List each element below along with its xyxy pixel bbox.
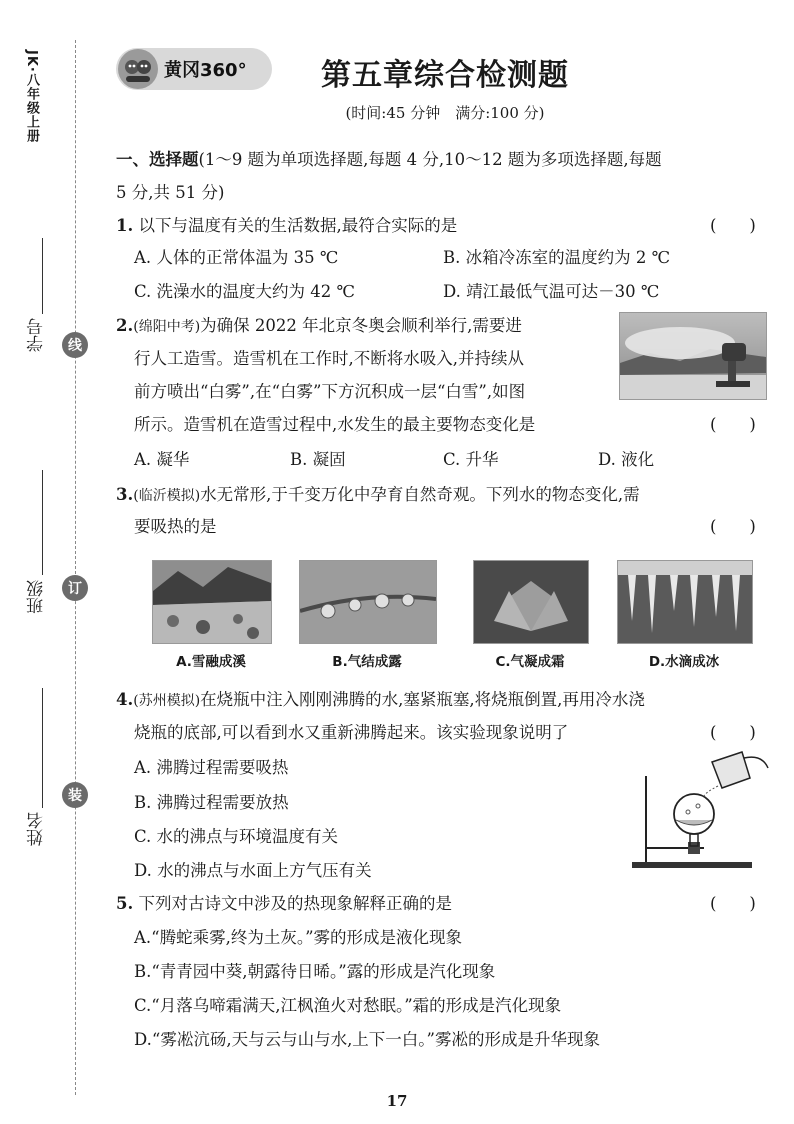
- caption-a[interactable]: A.雪融成溪: [176, 654, 246, 670]
- question-4-number: 4.: [116, 690, 134, 709]
- q4-option-a[interactable]: A. 沸腾过程需要吸热: [134, 758, 289, 777]
- answer-blank-5[interactable]: ( ): [710, 894, 756, 913]
- exam-info: (时间:45 分钟 满分:100 分): [345, 104, 545, 122]
- photo-frost: [473, 560, 589, 644]
- q4-option-d[interactable]: D. 水的沸点与水面上方气压有关: [134, 861, 372, 880]
- page-number: 17: [386, 1092, 408, 1110]
- q4-option-c[interactable]: C. 水的沸点与环境温度有关: [134, 827, 339, 846]
- question-4-text-1: 在烧瓶中注入刚刚沸腾的水,塞紧瓶塞,将烧瓶倒置,再用冷水浇: [200, 690, 645, 709]
- photo-icicles: [617, 560, 753, 644]
- brand-logo-icon: [118, 49, 158, 89]
- question-3-line1: [116, 481, 640, 505]
- section-heading: [116, 146, 662, 170]
- section-label: 一、选择题: [116, 150, 199, 169]
- student-number-blank[interactable]: [42, 238, 43, 314]
- student-number-label: 学号: [27, 318, 47, 352]
- answer-blank-3[interactable]: ( ): [710, 517, 756, 536]
- question-2-text-1: 为确保 2022 年北京冬奥会顺利举行,需要进: [200, 316, 522, 335]
- answer-blank-2[interactable]: ( ): [710, 415, 756, 434]
- question-2-number: 2.: [116, 316, 134, 335]
- q5-option-a[interactable]: A.“腾蛇乘雾,终为土灰。”雾的形成是液化现象: [134, 928, 463, 947]
- question-1-stem: [116, 212, 457, 236]
- answer-blank-1[interactable]: ( ): [710, 216, 756, 235]
- cut-mark-bind: 装: [62, 782, 88, 808]
- question-2-source: (绵阳中考): [133, 319, 201, 335]
- question-5-stem: [116, 890, 452, 914]
- name-blank[interactable]: [42, 688, 43, 808]
- photo-snow-melting: [152, 560, 272, 644]
- section-desc-line1: (1～9 题为单项选择题,每题 4 分,10～12 题为多项选择题,每题: [198, 150, 662, 169]
- question-3-number: 3.: [116, 485, 134, 504]
- question-5-number: 5.: [116, 894, 134, 913]
- flask-apparatus-diagram: [626, 748, 772, 873]
- q4-option-b[interactable]: B. 沸腾过程需要放热: [134, 793, 289, 812]
- section-desc-line2: 5 分,共 51 分): [116, 183, 225, 202]
- q1-option-b[interactable]: B. 冰箱冷冻室的温度约为 2 ℃: [443, 248, 671, 267]
- question-1-text: 以下与温度有关的生活数据,最符合实际的是: [138, 216, 458, 235]
- caption-d[interactable]: D.水滴成冰: [648, 654, 720, 670]
- q5-option-c[interactable]: C.“月落乌啼霜满天,江枫渔火对愁眠。”霜的形成是汽化现象: [134, 996, 562, 1015]
- q1-option-c[interactable]: C. 洗澡水的温度大约为 42 ℃: [134, 282, 355, 301]
- brand-name: 黄冈360°: [164, 60, 247, 81]
- snow-machine-photo: [619, 312, 767, 400]
- q2-option-b[interactable]: B. 凝固: [290, 450, 346, 469]
- question-4-source: (苏州模拟): [133, 693, 201, 709]
- q2-option-d[interactable]: D. 液化: [598, 450, 655, 469]
- cut-mark-staple: 订: [62, 575, 88, 601]
- q5-option-b[interactable]: B.“青青园中葵,朝露待日晞。”露的形成是汽化现象: [134, 962, 496, 981]
- q2-option-c[interactable]: C. 升华: [443, 450, 499, 469]
- q1-option-a[interactable]: A. 人体的正常体温为 35 ℃: [134, 248, 339, 267]
- question-2-line2: 行人工造雪。造雪机在工作时,不断将水吸入,并持续从: [134, 349, 524, 368]
- q1-option-d[interactable]: D. 靖江最低气温可达－30 ℃: [443, 282, 660, 301]
- question-4-line2: 烧瓶的底部,可以看到水又重新沸腾起来。该实验现象说明了: [134, 723, 569, 742]
- question-2-line3: 前方喷出“白雾”,在“白雾”下方沉积成一层“白雪”,如图: [134, 382, 526, 401]
- q5-option-d[interactable]: D.“雾凇沆砀,天与云与山与水,上下一白。”雾凇的形成是升华现象: [134, 1030, 600, 1049]
- question-3-line2: 要吸热的是: [134, 517, 217, 536]
- series-label: JK·八年级上册: [24, 50, 39, 143]
- caption-c[interactable]: C.气凝成霜: [495, 654, 565, 670]
- question-2-line1: [116, 312, 522, 336]
- class-label: 班级: [27, 580, 47, 614]
- question-4-line1: [116, 686, 645, 710]
- answer-blank-4[interactable]: ( ): [710, 723, 756, 742]
- caption-b[interactable]: B.气结成露: [332, 654, 402, 670]
- question-3-source: (临沂模拟): [133, 488, 201, 504]
- question-1-number: 1.: [116, 216, 134, 235]
- brand-badge: [116, 48, 272, 90]
- page-title: 第五章综合检测题: [321, 58, 569, 93]
- cut-mark-line: 线: [62, 332, 88, 358]
- photo-dew-drops: [299, 560, 437, 644]
- binding-dashed-line: [75, 40, 76, 1095]
- question-3-text-1: 水无常形,于千变万化中孕育自然奇观。下列水的物态变化,需: [200, 485, 640, 504]
- question-2-line4: 所示。造雪机在造雪过程中,水发生的最主要物态变化是: [134, 415, 536, 434]
- question-5-text: 下列对古诗文中涉及的热现象解释正确的是: [138, 894, 452, 913]
- q2-option-a[interactable]: A. 凝华: [134, 450, 190, 469]
- class-blank[interactable]: [42, 470, 43, 575]
- name-label: 姓名: [27, 812, 47, 846]
